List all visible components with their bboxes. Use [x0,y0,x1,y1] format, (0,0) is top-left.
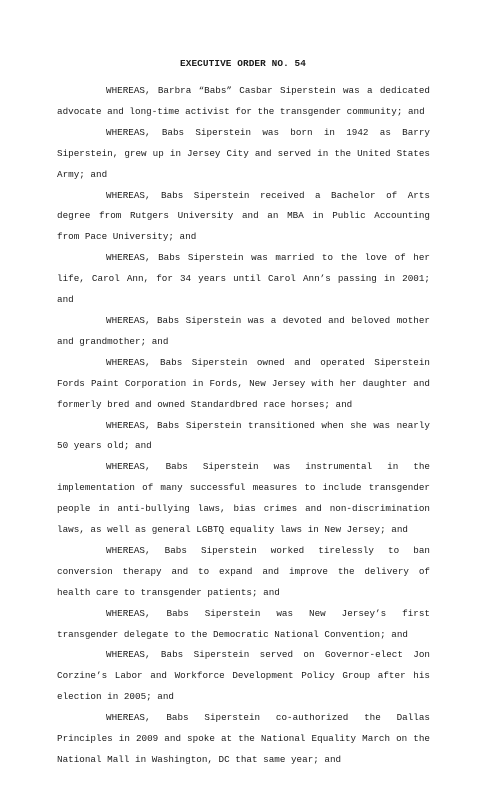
document-body [57,81,430,771]
paragraph-11: WHEREAS, Babs Siperstein served on Governor-elect Jon Corzine’s Labor and Workforce Development Policy Group after his election in 2005; and [57,649,430,703]
paragraph-1: WHEREAS, Barbra “Babs” Casbar Siperstein was a dedicated advocate and long-time activist for the transgender community; and [57,85,430,117]
paragraph-5: WHEREAS, Babs Siperstein was a devoted and beloved mother and grandmother; and [57,314,430,347]
paragraph-4: WHEREAS, Babs Siperstein was married to the love of her life, Carol Ann, for 34 years until Carol Ann’s passing in 2001; and [57,252,430,306]
paragraph-8: WHEREAS, Babs Siperstein was instrumental in the implementation of many successful measures to include transgender people in anti-bullying laws, bias crimes and non-discrimination laws, as well as general LGBTQ equality laws in New Jersey; and [57,461,430,536]
paragraph-7: WHEREAS, Babs Siperstein transitioned when she was nearly 50 years old; and [57,419,430,452]
paragraph-3: WHEREAS, Babs Siperstein received a Bachelor of Arts degree from Rutgers University and an MBA in Public Accounting from Pace University; and [57,189,430,243]
paragraph-10: WHEREAS, Babs Siperstein was New Jersey’s first transgender delegate to the Democratic National Convention; and [57,607,430,640]
paragraph-9: WHEREAS, Babs Siperstein worked tirelessly to ban conversion therapy and to expand and improve the delivery of health care to transgender patients; and [57,544,430,598]
paragraph-6: WHEREAS, Babs Siperstein owned and operated Siperstein Fords Paint Corporation in Fords, New Jersey with her daughter and formerly bred and owned Standardbred race horses; and [57,356,430,410]
paragraph-12: WHEREAS, Babs Siperstein co-authorized the Dallas Principles in 2009 and spoke at the National Equality March on the National Mall in Washington, DC that same year; and [57,712,430,765]
paragraph-2: WHEREAS, Babs Siperstein was born in 1942 as Barry Siperstein, grew up in Jersey City and served in the United States Army; and [57,126,430,180]
document-title: EXECUTIVE ORDER NO. 54 [180,58,306,69]
